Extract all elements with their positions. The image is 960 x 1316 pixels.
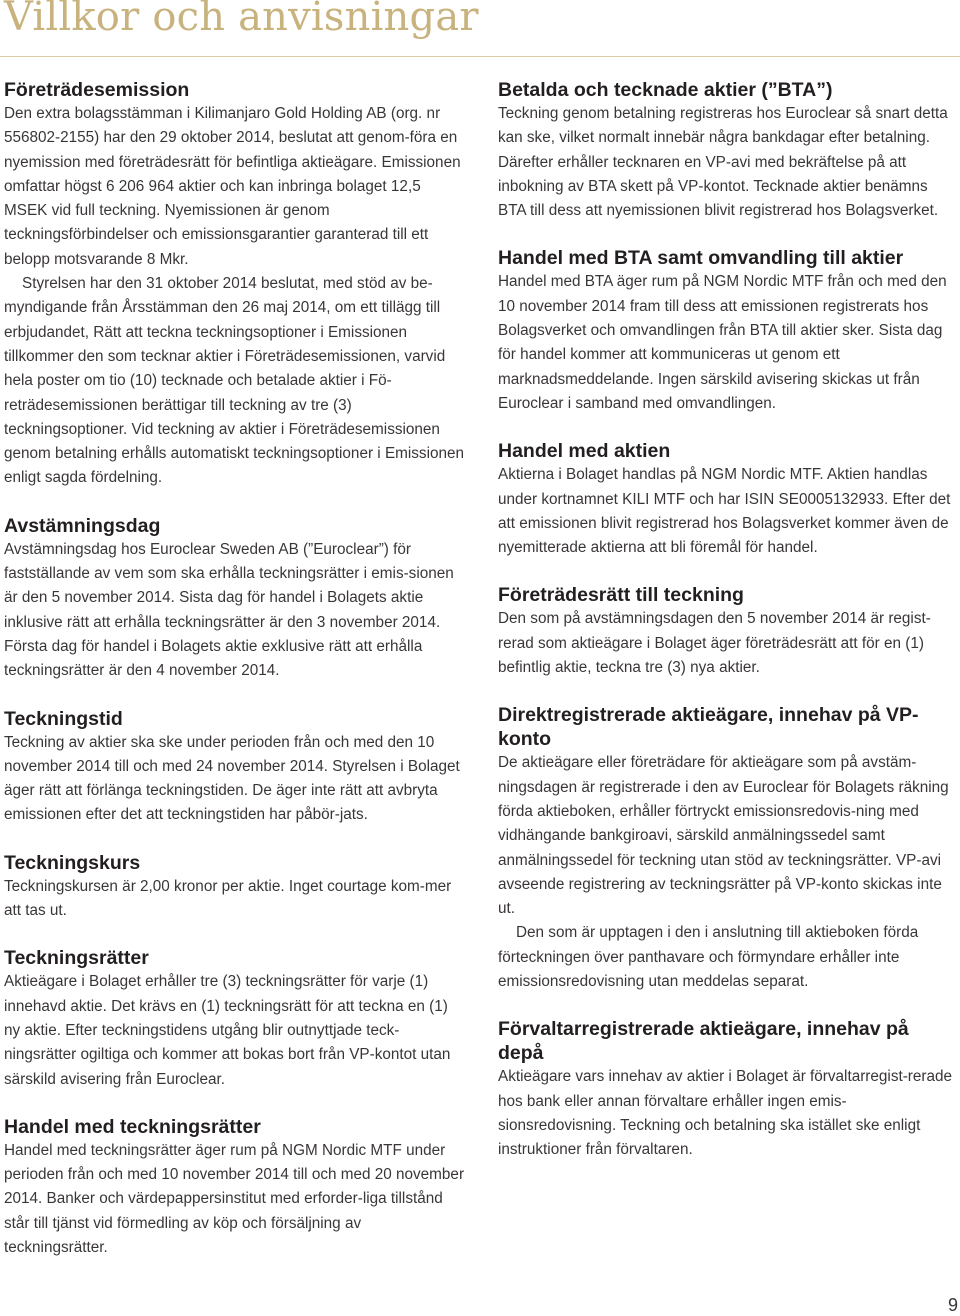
section-heading: Direktregistrerade aktieägare, innehav på VP-konto (498, 704, 919, 751)
section-heading: Handel med teckningsrätter (4, 1115, 261, 1138)
section-heading: Teckningsrätter (4, 947, 149, 970)
section-paragraph: Teckning av aktier ska ske under perioden från och med den 10 november 2014 till och med 24 november 2014. Styrelsen i Bolaget äger rätt att förlänga teckningstiden. De äger inte rätt att avbryta emissionen efter det att teckningstiden har påbör-jats. (4, 733, 460, 824)
section-paragraph: Den extra bolagsstämman i Kilimanjaro Gold Holding AB (org. nr 556802-2155) har den 29 oktober 2014, beslutat att genom-föra en nyemission med företrädesrätt för befintliga aktieägare. Emissionen omfattar högst 6 206 964 aktier och kan inbringa bolaget 12,5 MSEK vid full teckning. Nyemissionen är genom teckningsförbindelser och emissionsgarantier garanterad till ett belopp motsvarande 8 Mkr. (4, 105, 461, 268)
section-direktregistrerade (498, 703, 958, 994)
section-paragraph: Teckning genom betalning registreras hos Euroclear så snart detta kan ske, vilket normalt innebär några bankdagar efter betalning. Därefter erhåller tecknaren en VP-avi med bekräftelse på att inbokning av BTA skett på VP-kontot. Tecknade aktier benämns BTA till dess att nyemissionen blivit registrerad hos Bolagsverket. (498, 105, 948, 220)
section-paragraph: De aktieägare eller företrädare för aktieägare som på avstäm-ningsdagen är registrerade i den av Euroclear för Bolagets räkning förda aktieboken, erhåller förtryckt emissionsredovis-ning med vidhängande bankgiroavi, särskild anmälningssedel samt anmälningssedel för teckning utan stöd av teckningsrätter. VP-avi avseende registrering av teckningsrätter på VP-konto skickas inte ut. (498, 754, 949, 918)
section-heading: Företrädesemission (4, 79, 190, 101)
section-heading: Avstämningsdag (4, 514, 161, 537)
section-paragraph: Aktierna i Bolaget handlas på NGM Nordic MTF. Aktien handlas under kortnamnet KILI MTF och har ISIN SE0005132933. Efter det att emissionen blivit registrerad hos Bolagsverket kommer även de nyemitterade aktierna att bli föremål för handel. (498, 466, 951, 557)
page-number: 9 (947, 1295, 958, 1315)
section-heading: Förvaltarregistrerade aktieägare, innehav på depå (498, 1018, 909, 1065)
section-foretradesemission (4, 78, 468, 491)
section-paragraph: Den som på avstämningsdagen den 5 november 2014 är regist-rerad som aktieägare i Bolaget äger företrädesrätt att för en (1) befintlig aktie, teckna tre (3) nya aktier. (498, 610, 931, 677)
section-paragraph: Handel med BTA äger rum på NGM Nordic MTF från och med den 10 november 2014 fram till dess att emissionen registrerats hos Bolagsverket och omvandlingen från BTA till aktier sker. Sista dag för handel kommer att kommuniceras ut genom ett marknadsmeddelande. Ingen särskild avisering skickas ut från Euroclear i samband med omvandlingen. (498, 273, 947, 412)
section-heading: Handel med BTA samt omvandling till aktier (498, 247, 904, 270)
section-heading: Teckningskurs (4, 851, 141, 874)
section-heading: Teckningstid (4, 707, 123, 730)
section-handel-med-teckningsratter (4, 1115, 468, 1260)
section-paragraph: Handel med teckningsrätter äger rum på NGM Nordic MTF under perioden från och med 10 november 2014 till och med 20 november 2014. Banker och värdepappersinstitut med erforder-liga tillstånd står till tjänst vid förmedling av köp och försäljning av teckningsrätter. (4, 1141, 465, 1256)
section-handel-med-aktien (498, 439, 958, 560)
section-heading: Företrädesrätt till teckning (498, 584, 744, 607)
section-bta (498, 78, 958, 223)
section-teckningsratter (4, 946, 468, 1091)
page-title: Villkor och anvisningar (4, 0, 479, 40)
section-paragraph: Avstämningsdag hos Euroclear Sweden AB (”Euroclear”) för fastställande av vem som ska erhålla teckningsrätter i emis-sionen är den 5 november 2014. Sista dag för handel i Bolagets aktie inklusive rätt att erhålla teckningsrätter är den 3 november 2014. Första dag för handel i Bolagets aktie exklusive rätt att erhålla teckningsrätter är den 4 november 2014. (4, 540, 454, 680)
left-column (4, 78, 468, 1260)
title-divider (0, 56, 960, 57)
section-teckningstid (4, 707, 468, 828)
section-handel-bta (498, 246, 958, 416)
section-paragraph: Aktieägare vars innehav av aktier i Bolaget är förvaltarregist-rerade hos bank eller annan förvaltare erhåller ingen emis-sionsredovisning. Teckning och betalning ska istället ske enligt instruktioner från förvaltaren. (498, 1068, 953, 1159)
section-avstamningsdag (4, 514, 468, 684)
section-heading: Betalda och tecknade aktier (”BTA”) (498, 79, 833, 101)
section-forvaltarregistrerade (498, 1017, 958, 1162)
section-foretradesratt (498, 583, 958, 680)
section-teckningskurs (4, 851, 468, 924)
section-paragraph: Teckningskursen är 2,00 kronor per aktie. Inget courtage kom-mer att tas ut. (4, 877, 452, 920)
section-heading: Handel med aktien (498, 440, 671, 463)
section-paragraph: Den som är upptagen i den i anslutning till aktieboken förda förteckningen över panthavare och förmyndare erhåller inte emissionsredovisning utan meddelas separat. (498, 924, 919, 991)
section-paragraph: Aktieägare i Bolaget erhåller tre (3) teckningsrätter för varje (1) innehavd aktie. Det krävs en (1) teckningsrätt för att teckna en (1) ny aktie. Efter teckningstidens utgång blir outnyttjade teck-ningsrätter ogiltiga och kommer att bokas bort från VP-kontot utan särskild avisering från Euroclear. (4, 973, 451, 1088)
right-column (498, 78, 958, 1163)
section-paragraph: Styrelsen har den 31 oktober 2014 beslutat, med stöd av be-myndigande från Årsstämman den 26 maj 2014, om ett tillägg till erbjudandet, Rätt att teckna teckningsoptioner i Emissionen tillkommer den som tecknar aktier i Företrädesemissionen, varvid hela poster om tio (10) tecknade och betalade aktier i Fö-reträdesemissionen berättigar till teckning av tre (3) teckningsoptioner. Vid teckning av aktier i Företrädesemissionen genom betalning erhålls automatiskt teckningsoptioner i Emissionen enligt sagda fördelning. (4, 275, 465, 487)
